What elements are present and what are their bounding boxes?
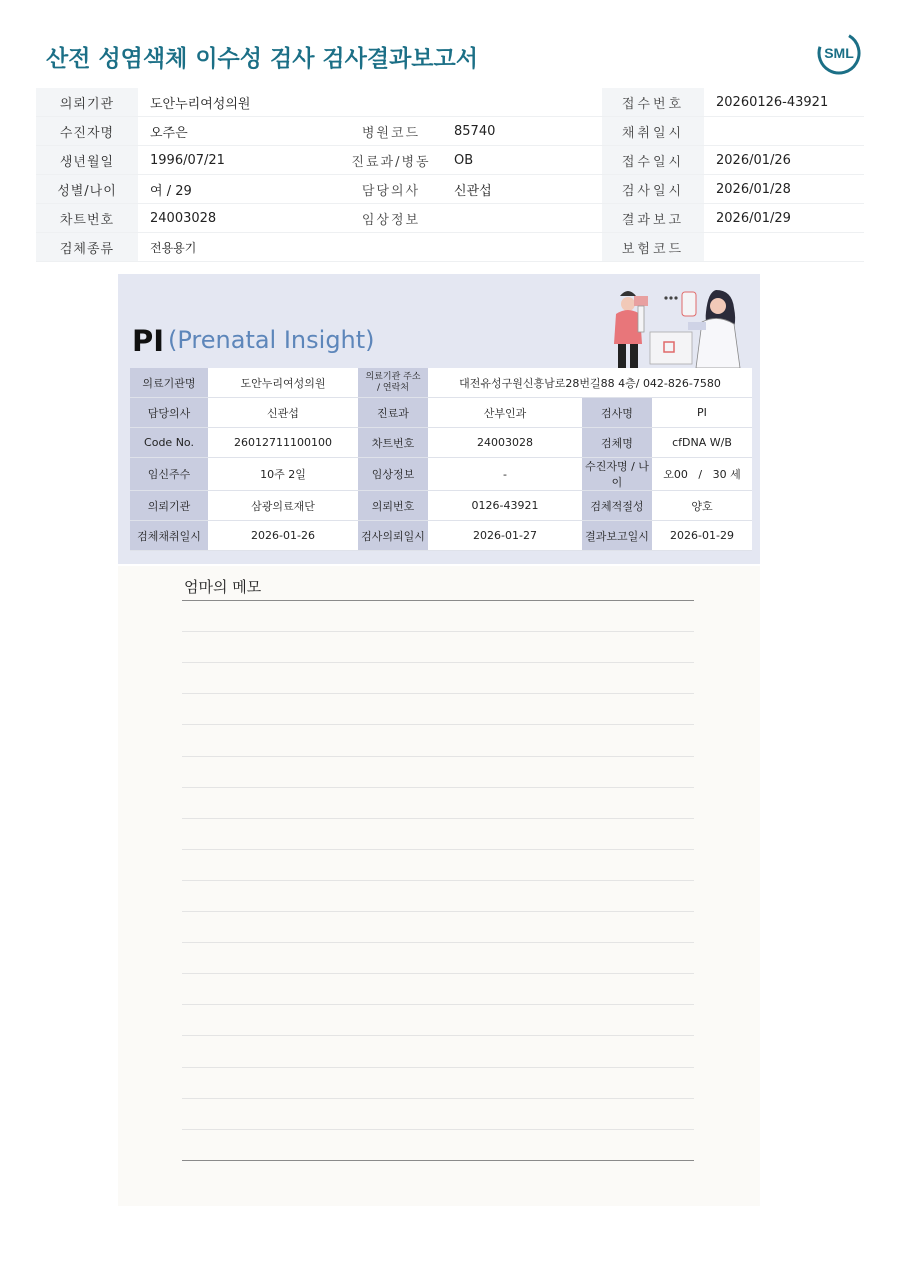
sml-logo-text: SML <box>824 45 854 61</box>
memo-line <box>182 600 694 601</box>
info-label: 수진자명 <box>36 117 138 146</box>
pi-header: 의료기관명 <box>130 368 208 398</box>
info-label: 차트번호 <box>36 204 138 233</box>
pi-panel <box>118 274 760 564</box>
pi-header: 임상정보 <box>358 458 428 491</box>
pi-header: 임신주수 <box>130 458 208 491</box>
info-label: 성별/나이 <box>36 175 138 204</box>
pi-value: 2026-01-27 <box>428 521 582 551</box>
pi-header: 수진자명 / 나이 <box>582 458 652 491</box>
memo-line <box>182 849 694 850</box>
info-label: 임상정보 <box>340 204 442 233</box>
memo-line <box>182 1160 694 1161</box>
pi-value: 산부인과 <box>428 398 582 428</box>
info-value: 오주은 <box>138 117 340 146</box>
pi-row <box>130 398 752 428</box>
info-label: 병원코드 <box>340 117 442 146</box>
info-row <box>36 146 864 175</box>
memo-line <box>182 880 694 881</box>
info-value: 2026/01/29 <box>704 204 864 233</box>
info-value <box>442 88 602 117</box>
info-label: 의뢰기관 <box>36 88 138 117</box>
info-row <box>36 175 864 204</box>
info-label: 검체종류 <box>36 233 138 262</box>
pi-header: 의뢰번호 <box>358 491 428 521</box>
info-value: 도안누리여성의원 <box>138 88 340 117</box>
pi-header: 차트번호 <box>358 428 428 458</box>
info-row <box>36 204 864 233</box>
info-row <box>36 233 864 262</box>
pi-row <box>130 458 752 491</box>
pi-header: 의료기관 주소 / 연락처 <box>358 368 428 398</box>
info-value: 24003028 <box>138 204 340 233</box>
pi-value: 오00 / 30 세 <box>652 458 752 491</box>
info-label: 생년월일 <box>36 146 138 175</box>
pi-header: 검사의뢰일시 <box>358 521 428 551</box>
info-row <box>36 88 864 117</box>
info-row <box>36 117 864 146</box>
pi-value: 대전유성구원신흥남로28번길88 4층/ 042-826-7580 <box>428 368 752 398</box>
memo-line <box>182 693 694 694</box>
pi-header: 결과보고일시 <box>582 521 652 551</box>
pi-value: 신관섭 <box>208 398 358 428</box>
pi-value: PI <box>652 398 752 428</box>
memo-line <box>182 756 694 757</box>
info-value: 1996/07/21 <box>138 146 340 175</box>
info-value <box>704 117 864 146</box>
memo-line <box>182 818 694 819</box>
pi-title: PI <box>132 324 165 358</box>
pi-value: 0126-43921 <box>428 491 582 521</box>
memo-line <box>182 631 694 632</box>
memo-line <box>182 1035 694 1036</box>
info-value: OB <box>442 146 602 175</box>
memo-line <box>182 1129 694 1130</box>
pi-value: - <box>428 458 582 491</box>
memo-line <box>182 1098 694 1099</box>
pi-header: 진료과 <box>358 398 428 428</box>
pi-value: 24003028 <box>428 428 582 458</box>
pi-value: 2026-01-26 <box>208 521 358 551</box>
memo-line <box>182 1004 694 1005</box>
doctor-patient-illustration-icon <box>606 282 746 372</box>
pi-subtitle: (Prenatal Insight) <box>168 326 375 354</box>
info-value: 20260126-43921 <box>704 88 864 117</box>
memo-line <box>182 911 694 912</box>
info-value: 2026/01/28 <box>704 175 864 204</box>
info-value: 2026/01/26 <box>704 146 864 175</box>
info-label <box>340 88 442 117</box>
pi-header: Code No. <box>130 428 208 458</box>
info-label: 접수번호 <box>602 88 704 117</box>
patient-info-table <box>36 88 864 262</box>
pi-value: 26012711100100 <box>208 428 358 458</box>
info-value: 여 / 29 <box>138 175 340 204</box>
memo-area[interactable] <box>118 566 760 1206</box>
info-value: 전용용기 <box>138 233 340 262</box>
pi-info-table <box>130 368 752 551</box>
pi-header: 검사명 <box>582 398 652 428</box>
info-label: 담당의사 <box>340 175 442 204</box>
sml-logo-icon <box>816 30 862 76</box>
info-label: 결과보고 <box>602 204 704 233</box>
pi-header: 검체채취일시 <box>130 521 208 551</box>
memo-line <box>182 662 694 663</box>
memo-line <box>182 942 694 943</box>
memo-line <box>182 973 694 974</box>
info-label: 접수일시 <box>602 146 704 175</box>
info-label: 진료과/병동 <box>340 146 442 175</box>
pi-row <box>130 428 752 458</box>
info-label: 보험코드 <box>602 233 704 262</box>
info-value <box>442 233 602 262</box>
memo-line <box>182 724 694 725</box>
pi-value: 10주 2일 <box>208 458 358 491</box>
pi-header: 검체적절성 <box>582 491 652 521</box>
pi-header: 담당의사 <box>130 398 208 428</box>
report-title: 산전 성염색체 이수성 검사 검사결과보고서 <box>46 46 478 72</box>
info-label <box>340 233 442 262</box>
info-label: 검사일시 <box>602 175 704 204</box>
info-label: 채취일시 <box>602 117 704 146</box>
pi-row <box>130 521 752 551</box>
info-value <box>442 204 602 233</box>
info-value <box>704 233 864 262</box>
pi-row <box>130 491 752 521</box>
pi-value: 2026-01-29 <box>652 521 752 551</box>
info-value: 신관섭 <box>442 175 602 204</box>
memo-title: 엄마의 메모 <box>184 578 262 596</box>
info-value: 85740 <box>442 117 602 146</box>
memo-line <box>182 1067 694 1068</box>
pi-value: 도안누리여성의원 <box>208 368 358 398</box>
pi-value: cfDNA W/B <box>652 428 752 458</box>
pi-header: 검체명 <box>582 428 652 458</box>
pi-header: 의뢰기관 <box>130 491 208 521</box>
pi-row <box>130 368 752 398</box>
memo-line <box>182 787 694 788</box>
pi-value: 삼광의료재단 <box>208 491 358 521</box>
pi-value: 양호 <box>652 491 752 521</box>
